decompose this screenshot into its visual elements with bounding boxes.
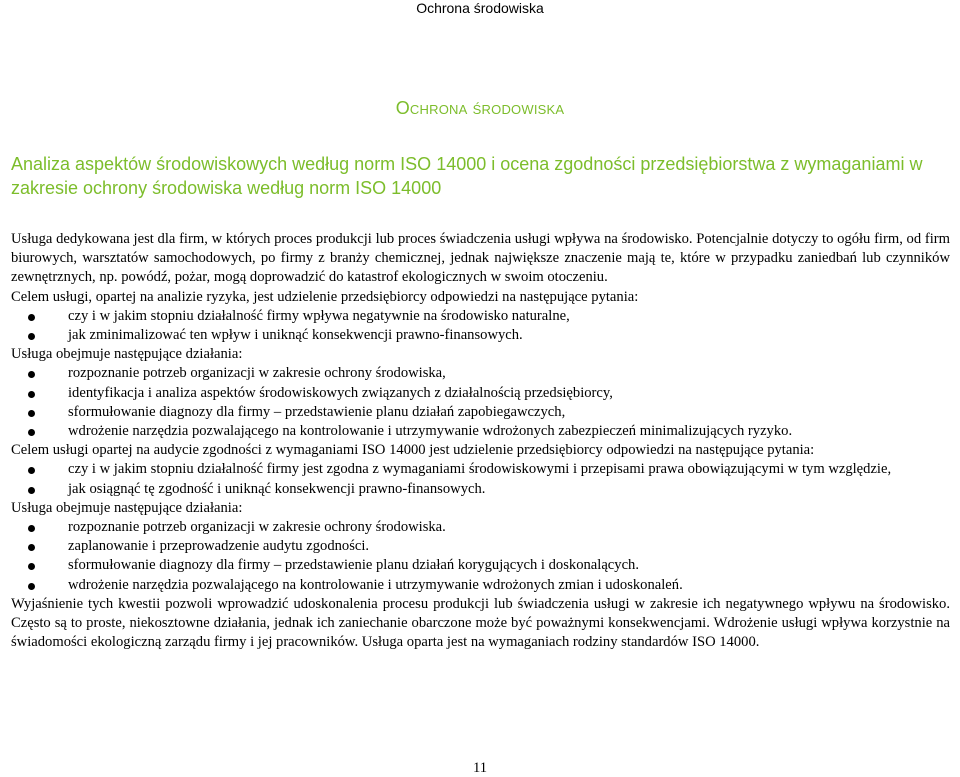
running-header: Ochrona środowiska <box>416 0 544 16</box>
risk-actions-list <box>11 364 950 441</box>
list-item: sformułowanie diagnozy dla firmy – przedstawienie planu działań zapobiegawczych, <box>68 403 950 422</box>
audit-goal-paragraph: Celem usługi opartej na audycie zgodności z wymaganiami ISO 14000 jest udzielenie przedsiębiorcy odpowiedzi na następujące pytania: <box>11 442 815 459</box>
risk-actions-heading: Usługa obejmuje następujące działania: <box>11 346 243 363</box>
audit-actions-heading: Usługa obejmuje następujące działania: <box>11 499 243 516</box>
bullet-icon <box>28 429 35 436</box>
list-item: rozpoznanie potrzeb organizacji w zakresie ochrony środowiska, <box>68 364 950 383</box>
list-item: sformułowanie diagnozy dla firmy – przedstawienie planu działań korygujących i doskonalących. <box>68 556 950 575</box>
list-item: czy i w jakim stopniu działalność firmy jest zgodna z wymaganiami środowiskowymi i przepisami prawa obowiązującymi w tym względzie, <box>68 460 950 479</box>
bullet-icon <box>28 563 35 570</box>
bullet-icon <box>28 410 35 417</box>
list-item: jak zminimalizować ten wpływ i uniknąć konsekwencji prawno-finansowych. <box>68 326 950 345</box>
document-body <box>11 230 950 652</box>
bullet-icon <box>28 467 35 474</box>
list-item: rozpoznanie potrzeb organizacji w zakresie ochrony środowiska. <box>68 518 950 537</box>
list-item: jak osiągnąć tę zgodność i uniknąć konsekwencji prawno-finansowych. <box>68 480 950 499</box>
risk-questions-list <box>11 307 950 345</box>
page-title: Ochrona środowiska <box>395 98 565 118</box>
audit-actions-list <box>11 518 950 595</box>
bullet-icon <box>28 391 35 398</box>
bullet-icon <box>28 544 35 551</box>
audit-questions-list <box>11 460 950 498</box>
risk-goal-paragraph: Celem usługi, opartej na analizie ryzyka, jest udzielenie przedsiębiorcy odpowiedzi na następujące pytania: <box>11 288 639 305</box>
list-item: czy i w jakim stopniu działalność firmy wpływa negatywnie na środowisko naturalne, <box>68 307 950 326</box>
bullet-icon <box>28 314 35 321</box>
list-item: identyfikacja i analiza aspektów środowiskowych związanych z działalnością przedsiębiorcy, <box>68 384 950 403</box>
section-subtitle: Analiza aspektów środowiskowych według norm ISO 14000 i ocena zgodności przedsiębiorstwa z wymaganiami w zakresie ochrony środowiska według norm ISO 14000 <box>11 154 923 198</box>
bullet-icon <box>28 333 35 340</box>
bullet-icon <box>28 583 35 590</box>
conclusion-paragraph: Wyjaśnienie tych kwestii pozwoli wprowadzić udoskonalenia procesu produkcji lub świadczenia usługi w zakresie ich negatywnego wpływu na środowisko. Często są to proste, niekosztowne działania, jednak ich zaniechanie obarczone może być poważnymi konsekwencjami. Wdrożenie usługi wpływa korzystnie na świadomości ekologiczną zarządu firmy i jej pracowników. Usługa oparta jest na wymaganiach rodziny standardów ISO 14000. <box>11 595 950 651</box>
list-item: zaplanowanie i przeprowadzenie audytu zgodności. <box>68 537 950 556</box>
list-item: wdrożenie narzędzia pozwalającego na kontrolowanie i utrzymywanie wdrożonych zabezpieczeń minimalizujących ryzyko. <box>68 422 950 441</box>
page-number: 11 <box>472 760 488 776</box>
bullet-icon <box>28 525 35 532</box>
intro-paragraph: Usługa dedykowana jest dla firm, w których proces produkcji lub proces świadczenia usługi wpływa na środowisko. Potencjalnie dotyczy to ogółu firm, od firm biurowych, warsztatów samochodowych, po firmy z branży chemicznej, jednak największe znaczenie mają te, które w przypadku zaniedbań lub czynników zewnętrznych, np. powódź, pożar, mogą doprowadzić do katastrof ekologicznych w swoim otoczeniu. <box>11 231 950 286</box>
list-item: wdrożenie narzędzia pozwalającego na kontrolowanie i utrzymywanie wdrożonych zmian i udoskonaleń. <box>68 576 950 595</box>
bullet-icon <box>28 487 35 494</box>
bullet-icon <box>28 371 35 378</box>
